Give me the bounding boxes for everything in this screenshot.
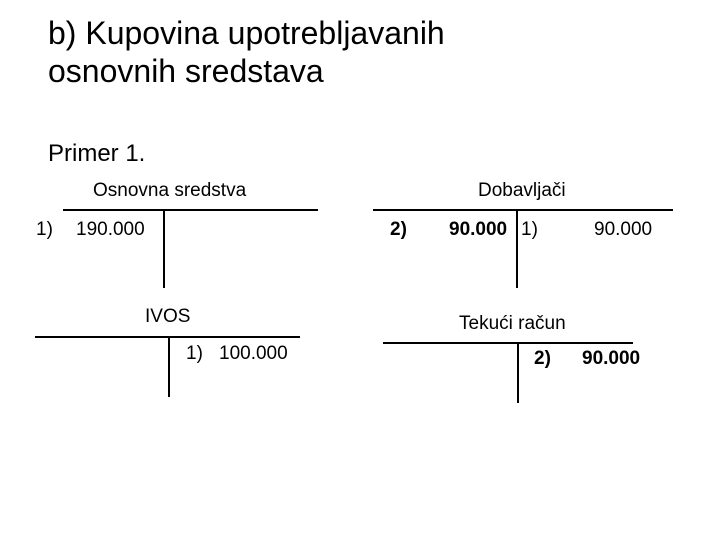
debit-entry-amount: 190.000	[76, 219, 145, 240]
account-name: Osnovna sredstva	[93, 180, 247, 201]
t-account-vertical-line	[168, 337, 170, 397]
debit-entry-ref: 1)	[36, 219, 53, 240]
t-account-vertical-line	[517, 343, 519, 403]
t-account-vertical-line	[163, 210, 165, 288]
t-account-horizontal-line	[63, 209, 318, 211]
title-line-1: b) Kupovina upotrebljavanih	[48, 15, 445, 51]
credit-entry-ref: 1)	[521, 219, 538, 240]
debit-entry-ref: 2)	[390, 219, 407, 240]
credit-entry-ref: 2)	[534, 348, 551, 369]
account-name: Tekući račun	[459, 313, 566, 334]
example-label: Primer 1.	[48, 140, 146, 167]
credit-entry-amount: 100.000	[219, 343, 288, 364]
credit-entry-ref: 1)	[186, 343, 203, 364]
account-name: Dobavljači	[478, 180, 566, 201]
t-account-vertical-line	[516, 210, 518, 288]
account-name: IVOS	[145, 306, 191, 327]
credit-entry-amount: 90.000	[582, 348, 641, 369]
credit-entry-amount: 90.000	[594, 219, 653, 240]
debit-entry-amount: 90.000	[449, 219, 508, 240]
slide-title	[48, 14, 445, 90]
t-account-horizontal-line	[373, 209, 673, 211]
title-line-2: osnovnih sredstava	[48, 53, 324, 89]
t-account-horizontal-line	[383, 342, 633, 344]
